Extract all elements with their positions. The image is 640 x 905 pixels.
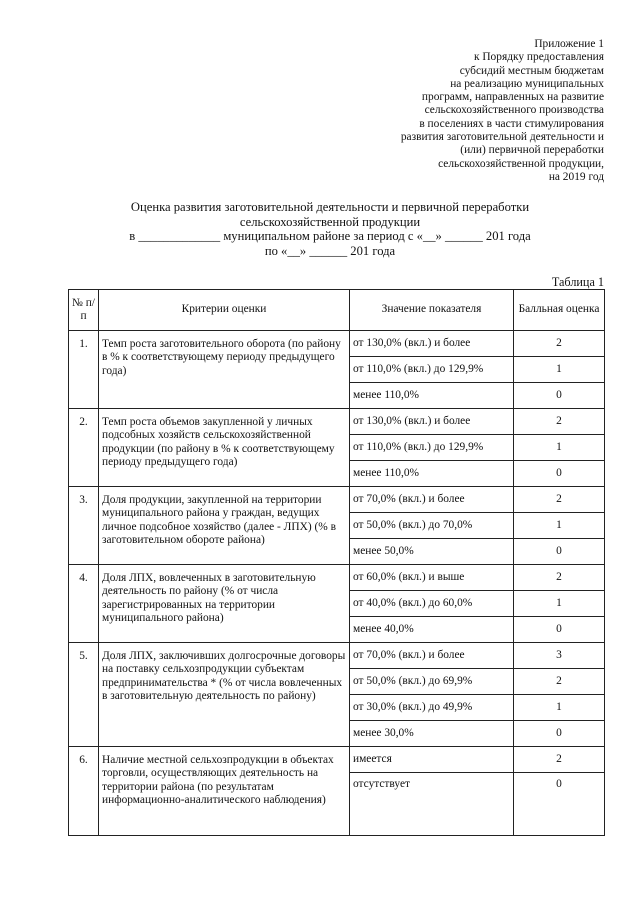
option-value: от 40,0% (вкл.) до 60,0%	[350, 591, 514, 617]
option-score: 3	[514, 643, 605, 669]
appendix-line: сельскохозяйственного производства	[424, 104, 604, 117]
table-row	[69, 747, 605, 773]
option-score: 0	[514, 721, 605, 747]
title-line: по «__» ______ 201 года	[264, 243, 396, 258]
option-score: 1	[514, 435, 605, 461]
option-score: 1	[514, 513, 605, 539]
option-score: 2	[514, 747, 605, 773]
document-title	[60, 200, 600, 258]
option-value: от 30,0% (вкл.) до 49,9%	[350, 695, 514, 721]
appendix-line: развития заготовительной деятельности и	[400, 131, 604, 144]
appendix-line: на 2019 год	[548, 170, 604, 183]
option-value: от 70,0% (вкл.) и более	[350, 643, 514, 669]
option-score: 0	[514, 383, 605, 409]
option-value: менее 40,0%	[350, 617, 514, 643]
row-criteria: Доля продукции, закупленной на территории муниципального района у граждан, ведущих личное подсобное хозяйство (далее - ЛПХ) (% в заготовительном обороте района)	[99, 487, 350, 565]
row-criteria: Доля ЛПХ, вовлеченных в заготовительную деятельность по району (% от числа зарегистрированных на территории муниципального района)	[99, 565, 350, 643]
table-row	[69, 409, 605, 435]
option-score: 2	[514, 565, 605, 591]
option-value: от 130,0% (вкл.) и более	[350, 409, 514, 435]
option-score: 0	[514, 773, 605, 836]
option-value: от 110,0% (вкл.) до 129,9%	[350, 357, 514, 383]
appendix-header	[344, 38, 604, 184]
appendix-line: сельскохозяйственной продукции,	[438, 157, 604, 170]
option-score: 1	[514, 591, 605, 617]
option-score: 2	[514, 487, 605, 513]
title-line: Оценка развития заготовительной деятельности и первичной переработки	[130, 200, 530, 214]
option-value: имеется	[350, 747, 514, 773]
appendix-line: субсидий местным бюджетам	[459, 64, 604, 77]
option-score: 0	[514, 461, 605, 487]
header-criteria: Критерии оценки	[99, 290, 350, 331]
option-value: менее 110,0%	[350, 461, 514, 487]
option-value: от 50,0% (вкл.) до 69,9%	[350, 669, 514, 695]
row-criteria: Темп роста объемов закупленной у личных подсобных хозяйств сельскохозяйственной продукции (по району в % к соответствующему периоду предыдущего года)	[99, 409, 350, 487]
option-value: от 60,0% (вкл.) и выше	[350, 565, 514, 591]
option-score: 2	[514, 409, 605, 435]
appendix-line: к Порядку предоставления	[473, 51, 604, 64]
row-num: 1.	[69, 331, 99, 409]
option-value: от 70,0% (вкл.) и более	[350, 487, 514, 513]
table-caption: Таблица 1	[551, 275, 604, 289]
appendix-line: в поселениях в части стимулирования	[419, 117, 604, 130]
row-num: 2.	[69, 409, 99, 487]
header-num: № п/п	[69, 290, 99, 331]
option-score: 2	[514, 669, 605, 695]
header-value: Значение показателя	[350, 290, 514, 331]
table-row	[69, 643, 605, 669]
option-value: от 130,0% (вкл.) и более	[350, 331, 514, 357]
table-row	[69, 565, 605, 591]
option-score: 2	[514, 331, 605, 357]
row-num: 3.	[69, 487, 99, 565]
option-value: от 110,0% (вкл.) до 129,9%	[350, 435, 514, 461]
row-num: 6.	[69, 747, 99, 836]
evaluation-table	[68, 289, 605, 836]
appendix-line: программ, направленных на развитие	[421, 91, 604, 104]
table-header-row	[69, 290, 605, 331]
option-value: менее 50,0%	[350, 539, 514, 565]
table-row	[69, 487, 605, 513]
title-line: сельскохозяйственной продукции	[239, 214, 421, 229]
row-criteria: Темп роста заготовительного оборота (по району в % к соответствующему периоду предыдущего года)	[99, 331, 350, 409]
option-value: от 50,0% (вкл.) до 70,0%	[350, 513, 514, 539]
option-value: менее 30,0%	[350, 721, 514, 747]
option-score: 0	[514, 539, 605, 565]
row-criteria: Наличие местной сельхозпродукции в объектах торговли, осуществляющих деятельность на территории района (по результатам информационно-аналитического наблюдения)	[99, 747, 350, 836]
row-criteria: Доля ЛПХ, заключивших долгосрочные договоры на поставку сельхозпродукции субъектам предпринимательства * (% от числа вовлеченных в заготовительную деятельность по району)	[99, 643, 350, 747]
table-row	[69, 331, 605, 357]
option-score: 1	[514, 695, 605, 721]
option-score: 1	[514, 357, 605, 383]
row-num: 5.	[69, 643, 99, 747]
appendix-line: (или) первичной переработки	[460, 144, 604, 157]
option-value: менее 110,0%	[350, 383, 514, 409]
option-value: отсутствует	[350, 773, 514, 836]
row-num: 4.	[69, 565, 99, 643]
appendix-line: Приложение 1	[534, 38, 604, 50]
appendix-line: на реализацию муниципальных	[450, 77, 604, 90]
option-score: 0	[514, 617, 605, 643]
header-score: Балльная оценка	[514, 290, 605, 331]
title-line: в _____________ муниципальном районе за период с «__» ______ 201 года	[129, 229, 531, 244]
